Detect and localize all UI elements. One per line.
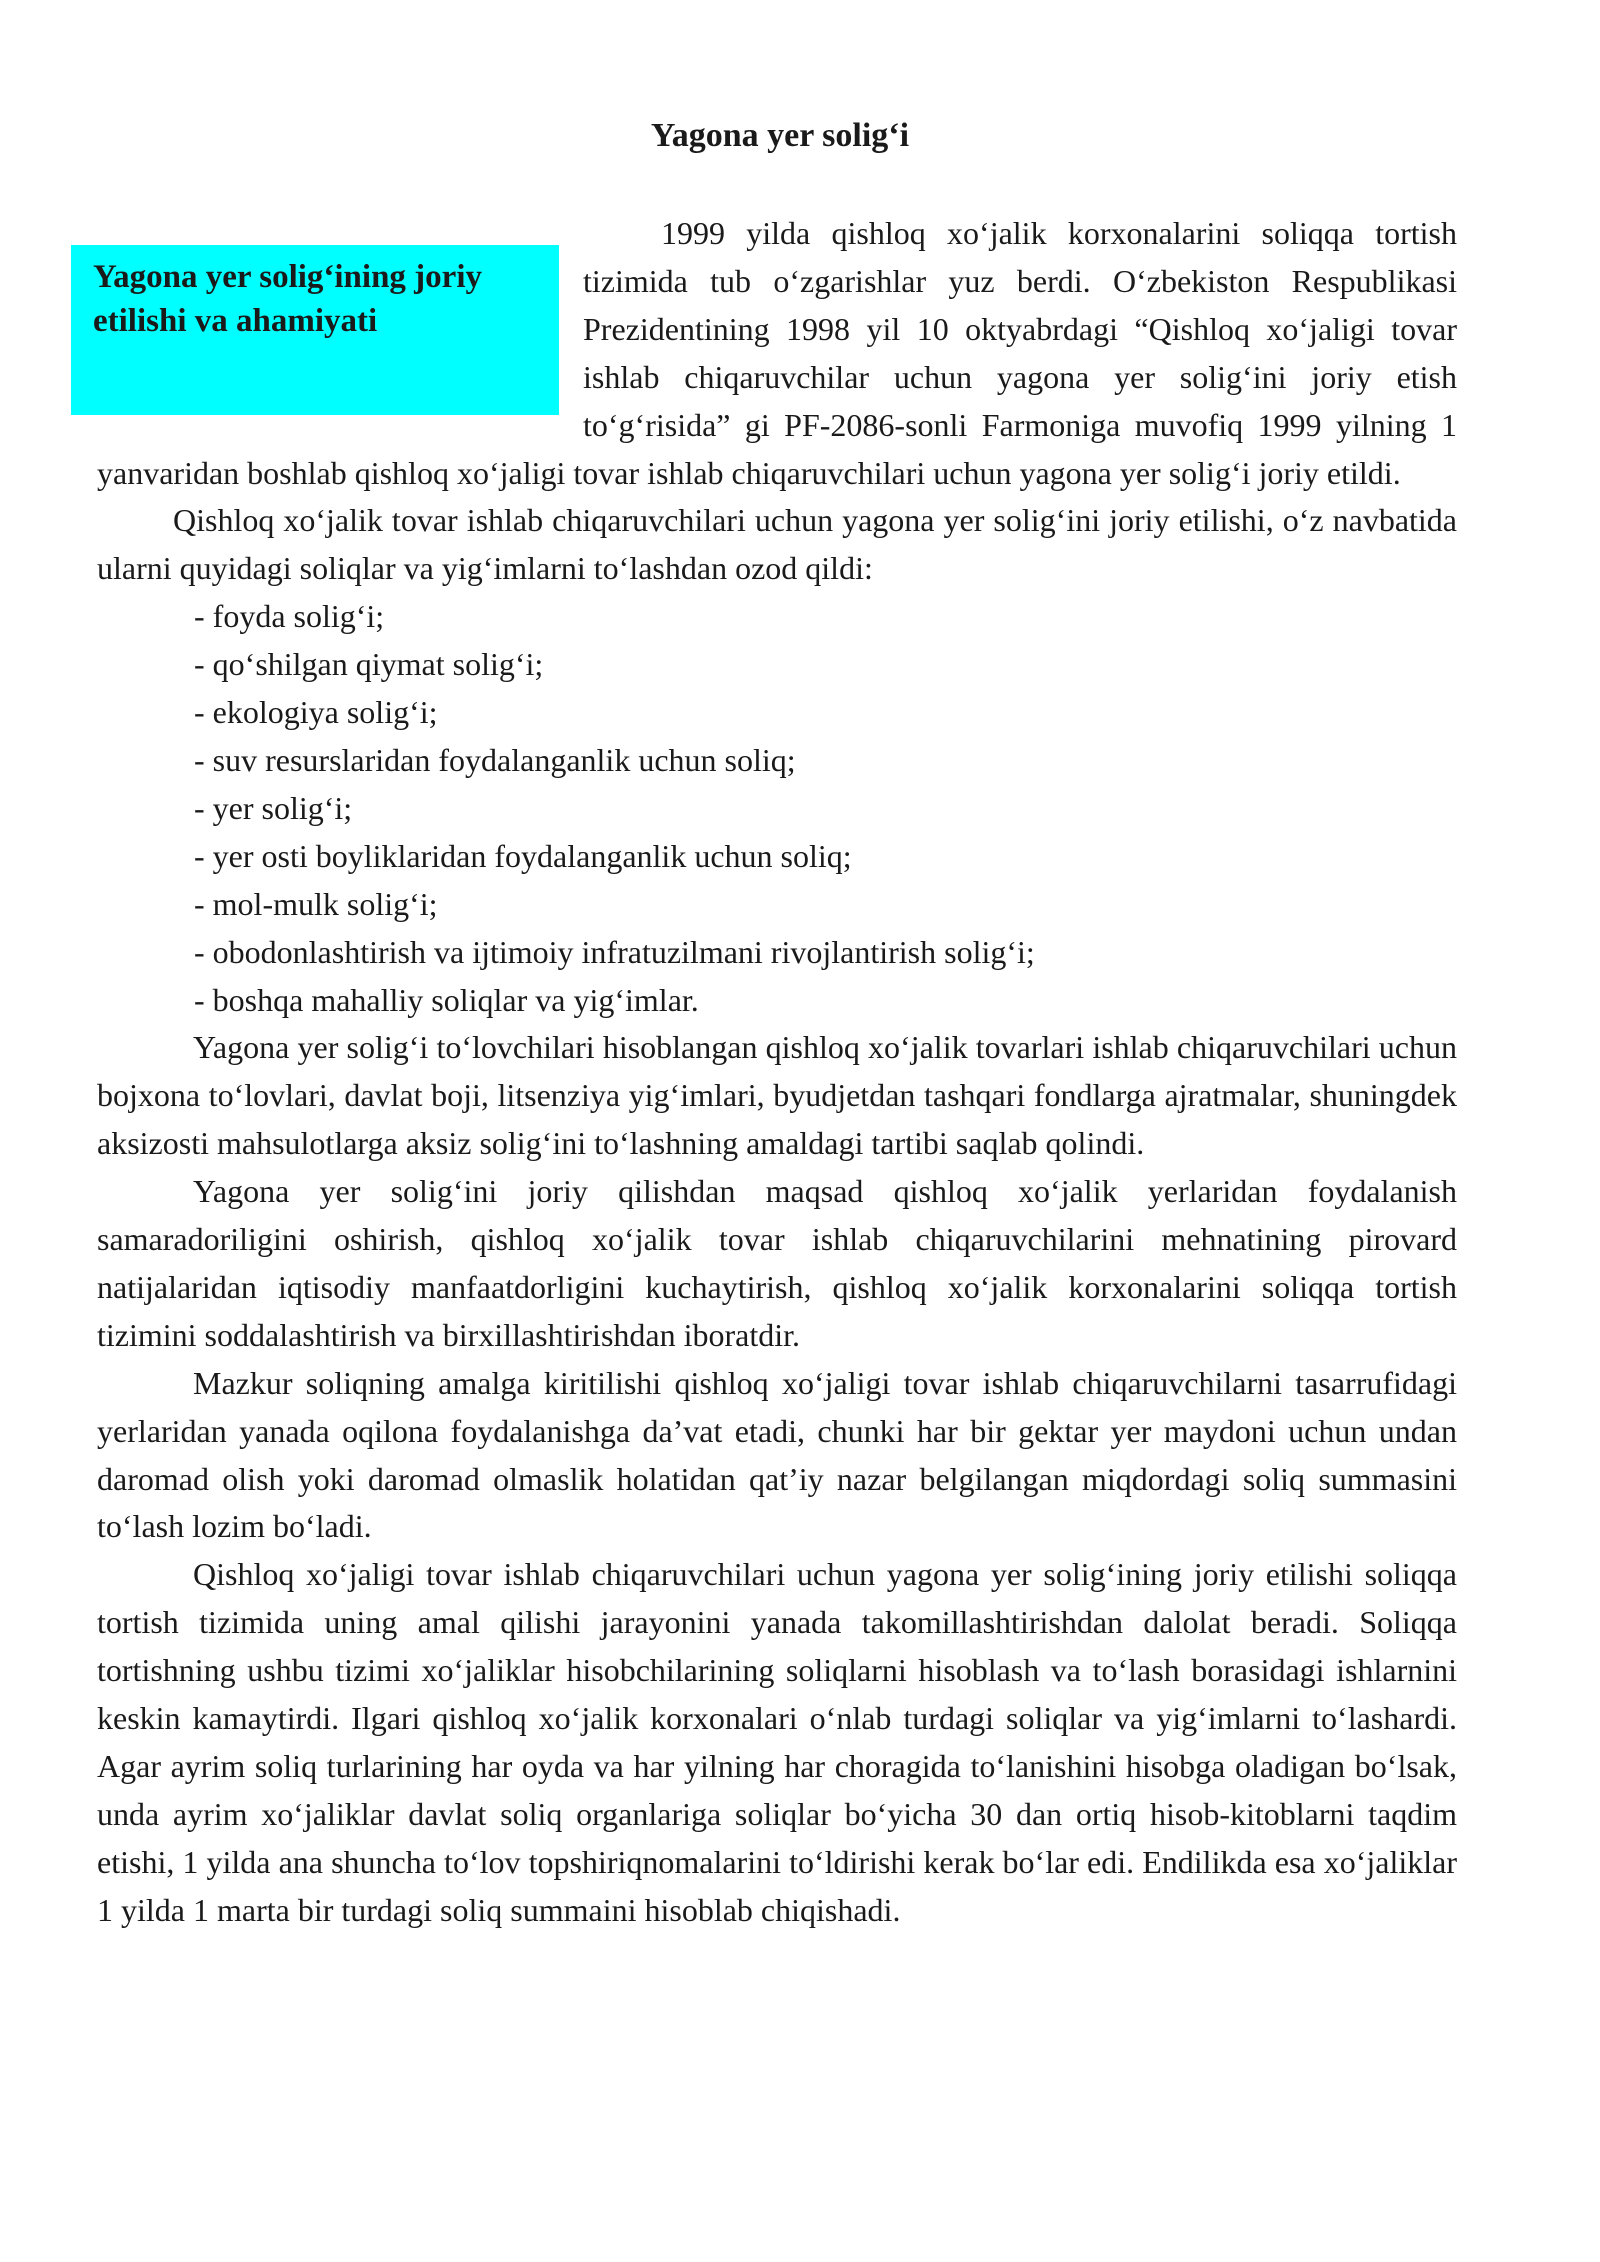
list-item: - obodonlashtirish va ijtimoiy infratuzilmani rivojlantirish solig‘i; xyxy=(194,933,1035,970)
list-item: - suv resurslaridan foydalanganlik uchun soliq; xyxy=(194,741,796,778)
paragraph-incentive: Mazkur soliqning amalga kiritilishi qishloq xo‘jaligi tovar ishlab chiqaruvchilarni tasarrufidagi yerlaridan yanada oqilona foydalanishga da’vat etadi, chunki har bir gektar yer maydoni uchun undan daromad olish yoki daromad olmaslik holatidan qat’iy nazar belgilangan miqdordagi soliq summasini to‘lash lozim bo‘ladi. xyxy=(97,1364,1457,1545)
paragraph-purpose: Yagona yer solig‘ini joriy qilishdan maqsad qishloq xo‘jalik yerlaridan foydalanish samaradoriligini oshirish, qishloq xo‘jalik tovar ishlab chiqaruvchilarini mehnatining pirovard natijalaridan iqtisodiy manfaatdorligini kuchaytirish, qishloq xo‘jalik korxonalarini soliqqa tortish tizimini soddalashtirish va birxillashtirishdan iboratdir. xyxy=(97,1173,1457,1353)
list-item: - mol-mulk solig‘i; xyxy=(194,885,438,922)
section-sidebox-heading: Yagona yer solig‘ining joriy etilishi va ahamiyati xyxy=(71,245,559,415)
list-item: - foyda solig‘i; xyxy=(194,598,385,635)
list-item: - boshqa mahalliy soliqlar va yig‘imlar. xyxy=(194,981,699,1018)
paragraph-exemptions-intro: Qishloq xo‘jalik tovar ishlab chiqaruvchilari uchun yagona yer solig‘ini joriy etilishi, o‘z navbatida ularni quyidagi soliqlar va yig‘imlarni to‘lashdan ozod qildi: xyxy=(97,502,1457,587)
paragraph-retained-payments: Yagona yer solig‘i to‘lovchilari hisoblangan qishloq xo‘jalik tovarlari ishlab chiqaruvchilari uchun bojxona to‘lovlari, davlat boji, litsenziya yig‘imlari, byudjetdan tashqari fondlarga ajratmalar, shuningdek aksizosti mahsulotlarga aksiz solig‘ini to‘lashning amaldagi tartibi saqlab qolindi. xyxy=(97,1029,1457,1162)
document-body xyxy=(97,210,1457,1935)
page-title: Yagona yer solig‘i xyxy=(650,117,910,154)
sidebox-spacer xyxy=(97,210,583,402)
list-item: - yer osti boyliklaridan foydalanganlik uchun soliq; xyxy=(194,837,852,874)
list-item: - ekologiya solig‘i; xyxy=(194,694,438,731)
paragraph-intro: 1999 yilda qishloq xo‘jalik korxonalarini soliqqa tortish tizimida tub o‘zgarishlar yuz berdi. O‘zbekiston Respublikasi Prezidentining 1998 yil 10 oktyabrdagi “Qishloq xo‘jaligi tovar ishlab chiqaruvchilar uchun yagona yer solig‘ini joriy etish to‘g‘risida” gi PF-2086-sonli Farmoniga muvofiq 1999 yilning 1 yanvaridan boshlab qishloq xo‘jaligi tovar ishlab chiqaruvchilari uchun yagona yer solig‘i joriy etildi. xyxy=(97,215,1457,491)
paragraph-simplification: Qishloq xo‘jaligi tovar ishlab chiqaruvchilari uchun yagona yer solig‘ining joriy etilishi soliqqa tortish tizimida uning amal qilishi jarayonini yanada takomillashtirishdan dalolat beradi. Soliqqa tortishning ushbu tizimi xo‘jaliklar hisobchilarining soliqlarni hisoblash va to‘lash borasidagi ishlarnini keskin kamaytirdi. Ilgari qishloq xo‘jalik korxonalari o‘nlab turdagi soliqlar va yig‘imlarni to‘lashardi. Agar ayrim soliq turlarining har oyda va har yilning har choragida to‘lanishini hisobga oladigan bo‘lsak, unda ayrim xo‘jaliklar davlat soliq organlariga soliqlar bo‘yicha 30 dan ortiq hisob-kitoblarni taqdim etishi, 1 yilda ana shuncha to‘lov topshiriqnomalarini to‘ldirishi kerak bo‘lar edi. Endilikda esa xo‘jaliklar 1 yilda 1 marta bir turdagi soliq summaini hisoblab chiqishadi. xyxy=(97,1556,1457,1928)
list-item: - qo‘shilgan qiymat solig‘i; xyxy=(194,646,544,683)
exempt-taxes-list xyxy=(97,593,1457,1024)
list-item: - yer solig‘i; xyxy=(194,789,353,826)
